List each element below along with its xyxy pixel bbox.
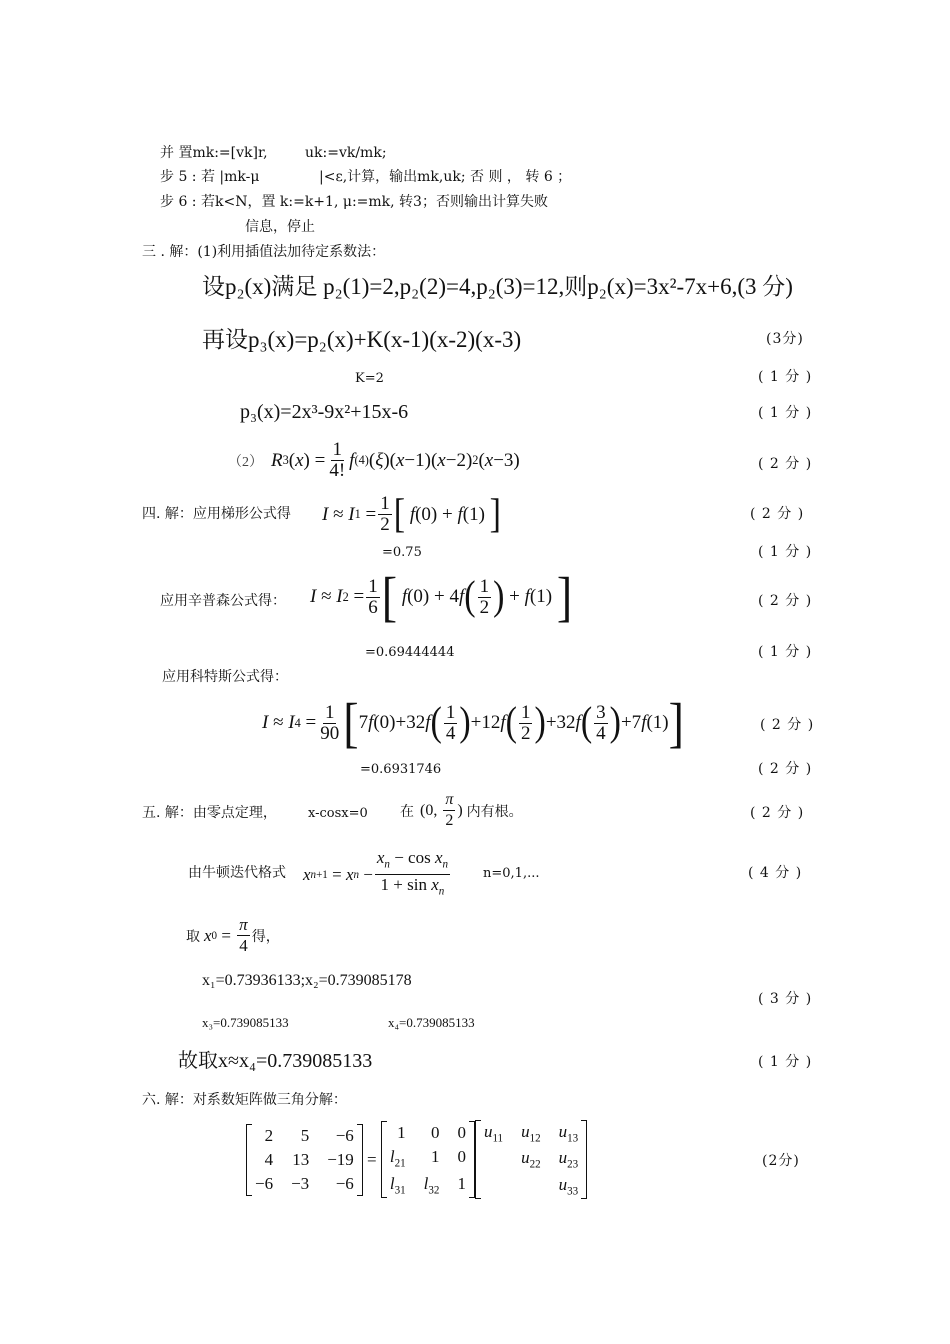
root-score: ( 2 分 ) <box>750 805 805 821</box>
section-6-heading: 六. 解：对系数矩阵做三角分解： <box>142 1092 347 1108</box>
matrix-l: 1 0 0 $l_{21}$ 1 0 $l_{31}$ $l_{32}$ 1 <box>381 1121 475 1198</box>
trapezoid-value-score: ( 1 分 ) <box>758 544 813 560</box>
algo-line-2b: |<ε,计算，输出mk,uk; 否 则 ， 转 6 ； <box>319 169 572 185</box>
x3-value: x₃=0.739085133 <box>202 1015 289 1030</box>
x0-choice: 取 x 0 = $\frac{\pi}{4}$ 得， <box>186 915 280 955</box>
iteration-score: ( 3 分 ) <box>758 991 813 1007</box>
algo-line-1b: uk:=vk/mk; <box>305 145 387 161</box>
matrix-a-cell: −3 <box>291 1173 310 1193</box>
cotes-value-score: ( 2 分 ) <box>758 761 813 777</box>
simpson-score: ( 2 分 ) <box>758 593 813 609</box>
cotes-value: =0.6931746 <box>360 762 442 777</box>
cotes-score: ( 2 分 ) <box>760 717 815 733</box>
algo-line-3: 步 6 : 若k<N，置 k:=k+1, μ:=mk, 转3；否则输出计算失败 <box>160 194 548 210</box>
x1-x2-values: x₁=0.73936133;x₂=0.739085178 <box>202 972 412 989</box>
simpson-value-score: ( 1 分 ) <box>758 644 813 660</box>
section-5-heading: 五. 解：由零点定理， <box>142 805 277 821</box>
matrix-a <box>246 1124 363 1196</box>
newton-formula: x n+1 = x n − $\frac{x_n - \cos x_n}{1 + \sin x_n}$ <box>303 848 449 898</box>
trapezoid-value: =0.75 <box>382 545 422 560</box>
simpson-formula: I ≈ I 2 = $\frac{1}{6}$ [ f (0) + 4 f ( $\frac{1}{2}$ ) + f (1) ] <box>310 565 573 627</box>
p3-setup-equation: 再设p₃(x)=p₂(x)+K(x-1)(x-2)(x-3) <box>202 327 522 352</box>
algo-line-4: 信息，停止 <box>245 219 315 235</box>
remainder-prefix: （2） <box>228 454 263 470</box>
remainder-formula: （2） R 3 ( x ) = $\frac{1}{4!}$ f (4) ( ξ )( x −1)( x −2) 2 ( x −3) <box>228 439 520 481</box>
matrix-a-cell: −19 <box>327 1149 354 1169</box>
cotes-formula: I ≈ I 4 = $\frac{1}{90}$ [ 7 f (0)+32 f ( $\frac{1}{4}$ ) +12 f ( $\frac{1}{2}$ ) +32 f ( $\frac{3}{4}$ ) +7 f (1) ] <box>262 691 684 753</box>
final-root: 故取x≈x₄=0.739085133 <box>178 1050 373 1072</box>
algo-line-2a: 步 5 : 若 |mk-μ <box>160 169 260 185</box>
section-3-heading: 三 . 解：(1)利用插值法加待定系数法： <box>142 244 386 260</box>
x4-value: x₄=0.739085133 <box>388 1015 475 1030</box>
matrix-a-cell: −6 <box>335 1173 354 1193</box>
newton-score: ( 4 分 ) <box>748 865 803 881</box>
matrix-a-cell: 13 <box>292 1149 310 1169</box>
cotes-label: 应用科特斯公式得： <box>162 669 288 685</box>
x0-prefix: 取 <box>186 928 200 945</box>
lu-decomposition: 2 5 −6 4 13 −19 −6 −3 −6 = 1 0 0 $l_{21}$ 1 0 $l_{31}$ $l_{32}$ 1 $u_{11}$ $u_{12}$ $u_{13}$ $u_{22}$ $u_{23}$ $u_{33}$ <box>246 1120 587 1199</box>
p3-result: p₃(x)=2x³-9x²+15x-6 <box>240 401 409 423</box>
matrix-a-cell: −6 <box>255 1173 274 1193</box>
interval-prefix: 在 <box>400 803 414 820</box>
newton-label: 由牛顿迭代格式 <box>188 865 286 881</box>
matrix-a-cell: 4 <box>264 1149 274 1169</box>
p3-setup-score: (3分) <box>766 331 804 347</box>
matrix-a-cell: 5 <box>300 1125 310 1145</box>
interval-suffix: 内有根。 <box>466 803 523 820</box>
final-root-score: ( 1 分 ) <box>758 1054 813 1070</box>
matrix-u: $u_{11}$ $u_{12}$ $u_{13}$ $u_{22}$ $u_{23}$ $u_{33}$ <box>475 1120 587 1199</box>
matrix-a-cell: 2 <box>264 1125 274 1145</box>
algo-line-1a: 并 置mk:=[vk]r, <box>160 145 268 161</box>
p3-score: ( 1 分 ) <box>758 405 813 421</box>
matrix-a-cell: −6 <box>335 1125 354 1145</box>
root-equation: x-cosx=0 <box>308 806 368 821</box>
trapezoid-score: ( 2 分 ) <box>750 506 805 522</box>
simpson-value: =0.69444444 <box>365 645 455 660</box>
k-value: K=2 <box>355 371 384 386</box>
lu-score: (2分) <box>762 1153 800 1169</box>
remainder-score: ( 2 分 ) <box>758 456 813 472</box>
section-4-heading: 四. 解：应用梯形公式得 <box>142 506 291 522</box>
trapezoid-formula: I ≈ I 1 = $\frac{1}{2}$ [ f (0) + f (1) ] <box>322 491 501 537</box>
simpson-label: 应用辛普森公式得： <box>160 593 286 609</box>
root-interval: 在 (0, $\frac{\pi}{2}$ ) 内有根。 <box>400 791 523 829</box>
x0-suffix: 得， <box>251 928 280 945</box>
p2-equation: 设p₂(x)满足 p₂(1)=2,p₂(2)=4,p₂(3)=12,则p₂(x)=3x²-7x+6,(3 分) <box>202 274 793 299</box>
k-score: ( 1 分 ) <box>758 369 813 385</box>
newton-range: n=0,1,... <box>483 866 540 881</box>
